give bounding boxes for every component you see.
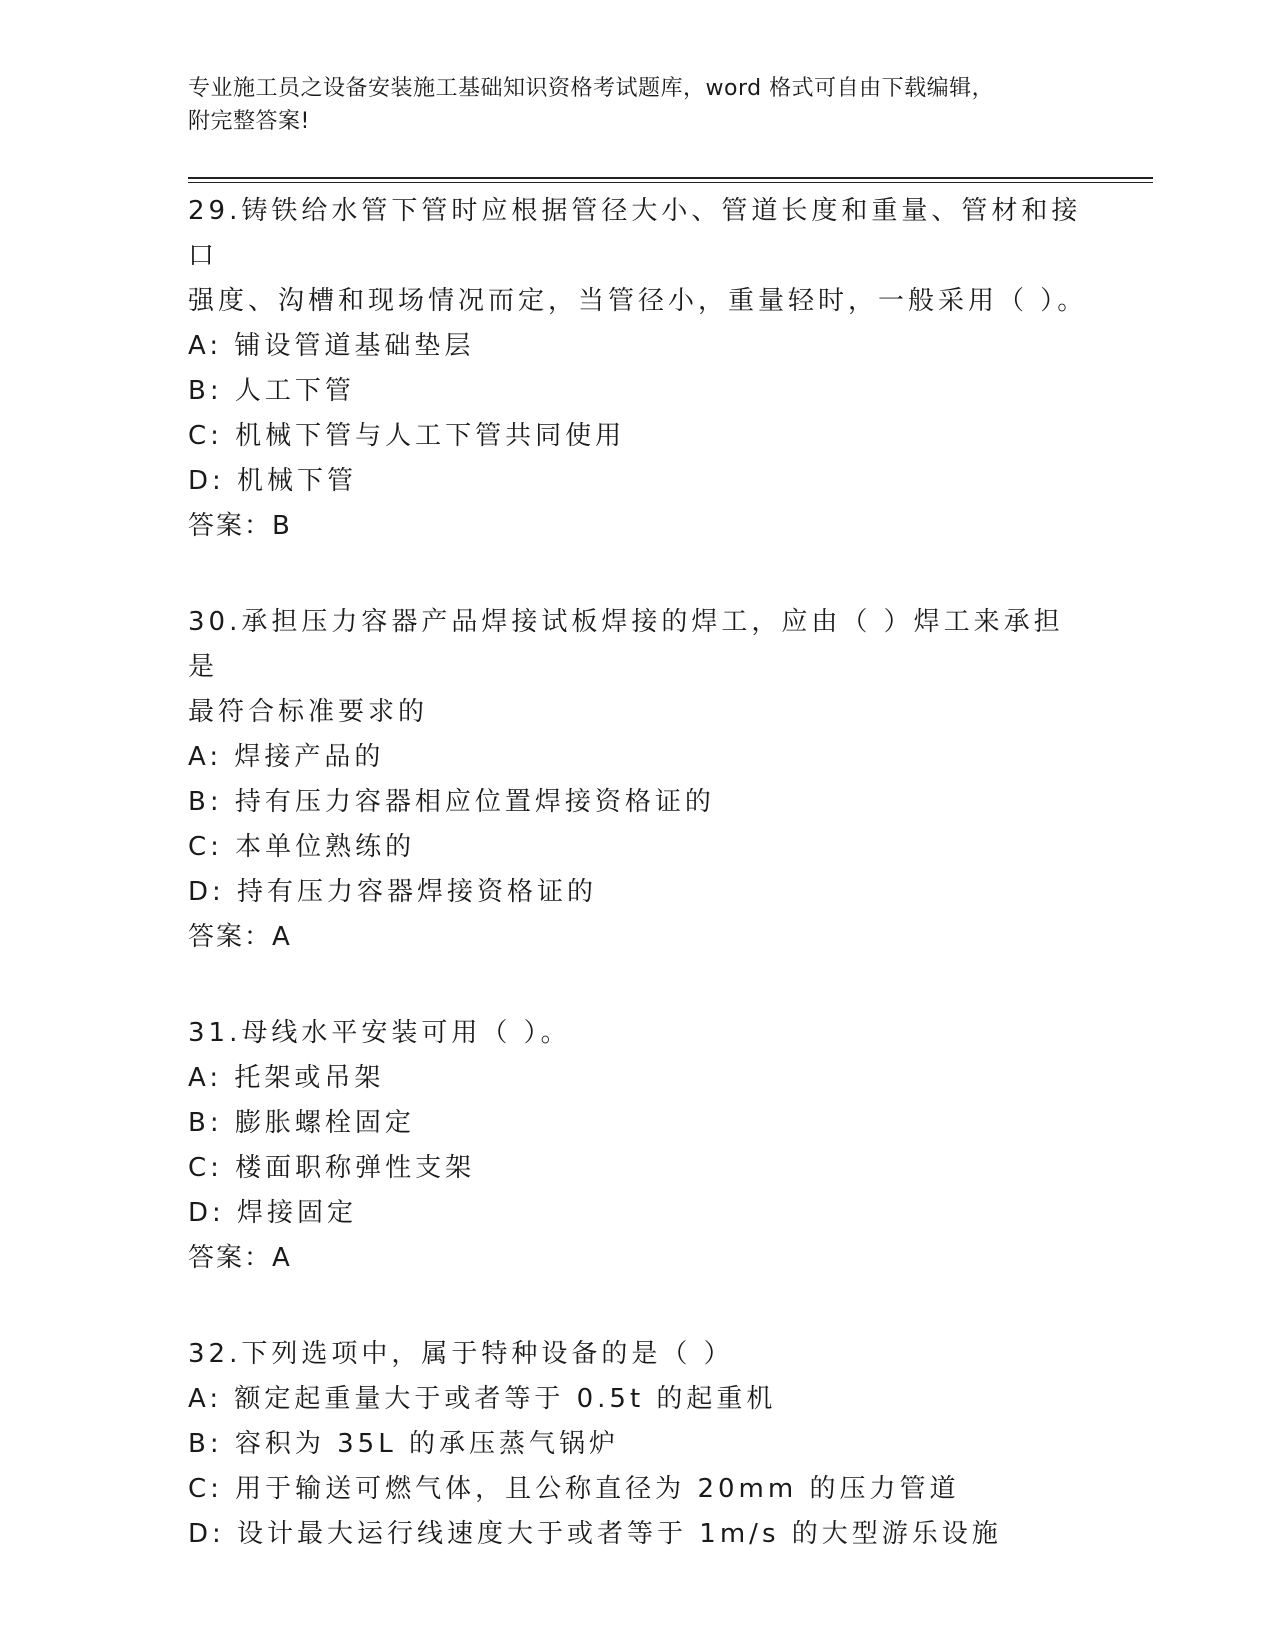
option-a: A: 焊接产品的 xyxy=(188,742,385,772)
question-stem-line: 强度、沟槽和现场情况而定，当管径小，重量轻时，一般采用（ ）。 xyxy=(188,286,1088,316)
option-b: B: 人工下管 xyxy=(188,376,355,406)
question-list xyxy=(188,189,1088,1608)
option-a: A: 托架或吊架 xyxy=(188,1063,385,1093)
question-32 xyxy=(188,1332,1088,1557)
question-stem-line: 29.铸铁给水管下管时应根据管径大小、管道长度和重量、管材和接口 xyxy=(188,196,1082,271)
option-c: C: 用于输送可燃气体，且公称直径为 20mm 的压力管道 xyxy=(188,1474,960,1504)
option-b: B: 膨胀螺栓固定 xyxy=(188,1108,415,1138)
question-30 xyxy=(188,600,1088,960)
question-stem-line: 30.承担压力容器产品焊接试板焊接的焊工，应由（ ）焊工来承担是 xyxy=(188,607,1064,682)
option-d: D: 机械下管 xyxy=(188,466,358,496)
answer-value: B xyxy=(272,511,291,541)
document-header xyxy=(188,72,1068,138)
option-d: D: 持有压力容器焊接资格证的 xyxy=(188,877,598,907)
answer-value: A xyxy=(272,1243,291,1273)
header-divider-top xyxy=(188,177,1153,179)
header-line-1: 专业施工员之设备安装施工基础知识资格考试题库，word 格式可自由下载编辑， xyxy=(188,76,995,101)
answer-label: 答案： xyxy=(188,511,273,541)
option-b: B: 持有压力容器相应位置焊接资格证的 xyxy=(188,787,715,817)
option-a: A: 额定起重量大于或者等于 0.5t 的起重机 xyxy=(188,1384,777,1414)
answer-value: A xyxy=(272,922,291,952)
header-line-2: 附完整答案! xyxy=(188,109,310,134)
answer-line xyxy=(188,1236,1088,1281)
answer-line xyxy=(188,915,1088,960)
option-a: A: 铺设管道基础垫层 xyxy=(188,331,475,361)
question-31 xyxy=(188,1011,1088,1281)
question-29 xyxy=(188,189,1088,549)
option-c: C: 楼面职称弹性支架 xyxy=(188,1153,476,1183)
header-divider-bottom xyxy=(188,182,1153,183)
question-stem-line: 最符合标准要求的 xyxy=(188,697,429,727)
option-c: C: 机械下管与人工下管共同使用 xyxy=(188,421,626,451)
answer-line xyxy=(188,504,1088,549)
option-d: D: 设计最大运行线速度大于或者等于 1m/s 的大型游乐设施 xyxy=(188,1519,1002,1549)
option-c: C: 本单位熟练的 xyxy=(188,832,416,862)
option-d: D: 焊接固定 xyxy=(188,1198,358,1228)
answer-label: 答案： xyxy=(188,1243,273,1273)
question-stem-line: 32.下列选项中，属于特种设备的是（ ） xyxy=(188,1339,734,1369)
question-stem-line: 31.母线水平安装可用（ ）。 xyxy=(188,1018,571,1048)
option-b: B: 容积为 35L 的承压蒸气锅炉 xyxy=(188,1429,619,1459)
answer-label: 答案： xyxy=(188,922,273,952)
